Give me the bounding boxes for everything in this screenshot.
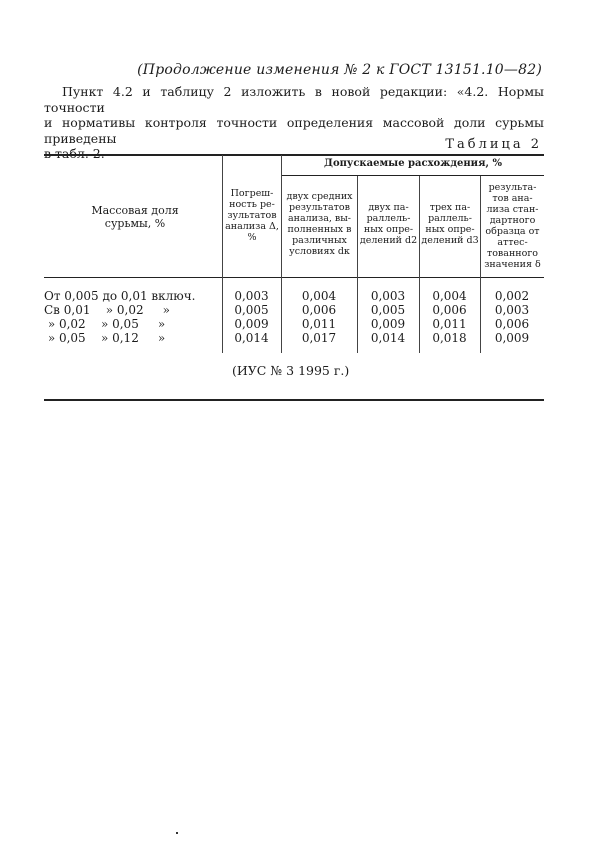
table-top-rule — [44, 154, 544, 156]
table-cell: 0,006 — [301, 303, 337, 317]
table-cell: 0,018 — [432, 331, 467, 345]
table-cell: 0,011 — [432, 317, 467, 331]
table-cell: 0,004 — [432, 289, 467, 303]
table-row-label: » 0,02 » 0,05 » — [44, 317, 166, 331]
col-error-values — [222, 289, 281, 345]
col-delta-values — [480, 289, 544, 345]
table-cell: 0,003 — [234, 289, 269, 303]
table-cell: 0,006 — [432, 303, 467, 317]
group-header-rule — [281, 175, 544, 176]
row-labels — [44, 289, 220, 345]
table-cell: 0,009 — [370, 317, 406, 331]
paragraph-line-2: и нормативы контроля точности определения массовой доли сурьмы приведены — [44, 115, 544, 146]
table-row-label: От 0,005 до 0,01 включ. — [44, 289, 196, 303]
header-error: Погреш-ность ре-зультатов анализа Δ, % — [225, 188, 279, 243]
table-cell: 0,017 — [301, 331, 337, 345]
header-allowed-deviations: Допускаемые расхождения, % — [324, 158, 502, 169]
table-row-label: Св 0,01 » 0,02 » — [44, 303, 171, 317]
col-dk-values — [281, 289, 357, 345]
speck — [176, 832, 178, 834]
table-cell: 0,002 — [494, 289, 530, 303]
document-header: (Продолжение изменения № 2 к ГОСТ 13151.10—82) — [137, 62, 542, 78]
paragraph-line-1: Пункт 4.2 и таблицу 2 изложить в новой редакции: «4.2. Нормы точности — [44, 84, 544, 115]
table-cell: 0,014 — [370, 331, 406, 345]
ius-reference: (ИУС № 3 1995 г.) — [232, 363, 350, 378]
table-caption: Таблица 2 — [445, 137, 542, 152]
header-mass-fraction: Массовая доля сурьмы, % — [91, 204, 179, 230]
table-cell: 0,004 — [301, 289, 337, 303]
paragraph-line-3: в табл. 2. — [44, 146, 105, 161]
table-cell: 0,005 — [234, 303, 269, 317]
table-cell: 0,006 — [494, 317, 530, 331]
header-three-parallel: трех па-раллель-ных опре-делений d3 — [421, 202, 479, 246]
table-cell: 0,011 — [301, 317, 337, 331]
table-cell: 0,005 — [370, 303, 406, 317]
closing-rule — [44, 399, 544, 401]
col-d3-values — [419, 289, 480, 345]
table-cell: 0,009 — [494, 331, 530, 345]
col-d2-values — [357, 289, 419, 345]
header-standard-sample: результа-тов ана-лиза стан-дартного образца от аттес-тованного значения δ — [484, 182, 541, 270]
header-bottom-rule — [44, 277, 544, 278]
table-cell: 0,009 — [234, 317, 269, 331]
table-cell: 0,014 — [234, 331, 269, 345]
table-cell: 0,003 — [370, 289, 406, 303]
header-two-parallel: двух па-раллель-ных опре-делений d2 — [359, 202, 418, 246]
header-two-means: двух средних результатов анализа, вы-полненных в различных условиях dк — [286, 191, 353, 257]
table-row-label: » 0,05 » 0,12 » — [44, 331, 166, 345]
table-cell: 0,003 — [494, 303, 530, 317]
